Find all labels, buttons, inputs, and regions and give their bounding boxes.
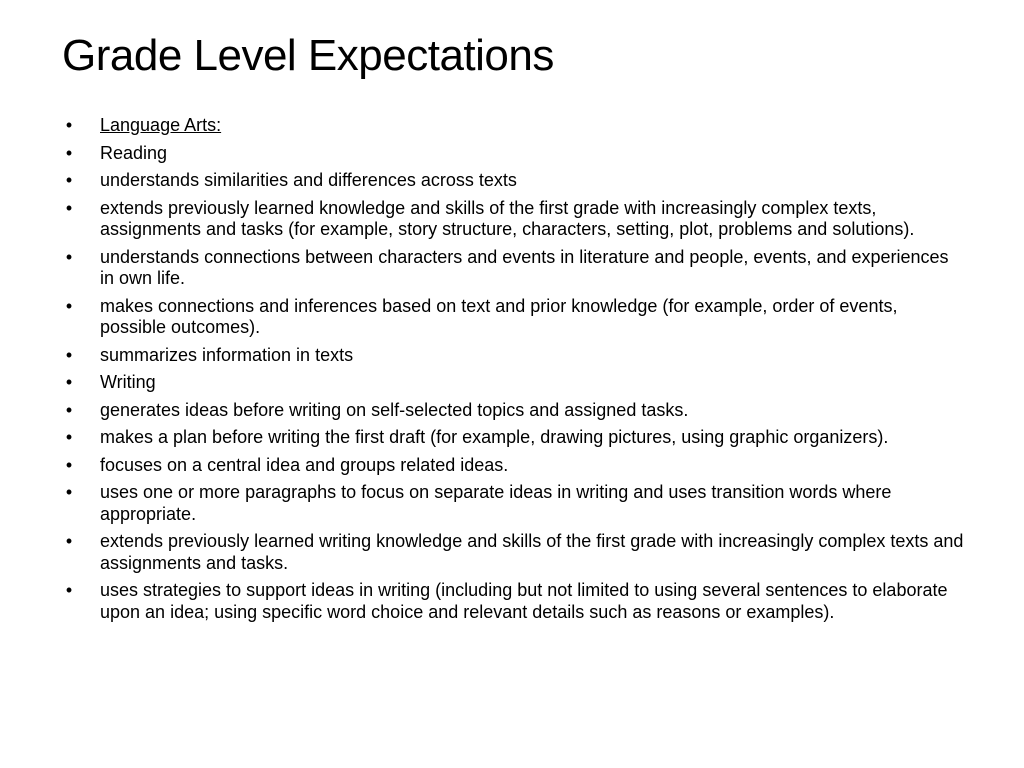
slide-title: Grade Level Expectations <box>62 31 554 80</box>
bullet-dot-icon: • <box>65 170 73 190</box>
section-heading: Language Arts: <box>100 115 222 135</box>
bullet-item <box>62 580 967 623</box>
bullet-item <box>62 296 967 339</box>
bullet-text: uses strategies to support ideas in writing (including but not limited to using several sentences to elaborate upon an idea; using specific word choice and relevant details such as reasons or examples). <box>100 580 948 622</box>
bullet-text: makes connections and inferences based on text and prior knowledge (for example, order of events, possible outcomes). <box>100 295 898 337</box>
bullet-text: Reading <box>100 142 168 163</box>
bullet-text: understands connections between characters and events in literature and people, events, and experiences in own life. <box>100 246 949 288</box>
bullet-item <box>62 531 967 574</box>
bullet-text: Writing <box>100 372 156 392</box>
bullet-dot-icon: • <box>65 580 73 600</box>
bullet-dot-icon: • <box>65 372 73 392</box>
bullet-item <box>62 170 967 192</box>
bullet-text: uses one or more paragraphs to focus on separate ideas in writing and uses transition words where appropriate. <box>100 482 892 524</box>
bullet-dot-icon: • <box>65 531 73 551</box>
bullet-item <box>62 482 967 525</box>
bullet-item <box>62 345 967 367</box>
bullet-text: makes a plan before writing the first draft (for example, drawing pictures, using graphic organizers). <box>100 427 889 447</box>
bullet-dot-icon: • <box>65 142 73 163</box>
bullet-text: summarizes information in texts <box>100 344 354 365</box>
bullet-item <box>62 247 967 290</box>
bullet-text: extends previously learned writing knowledge and skills of the first grade with increasingly complex texts and assignments and tasks. <box>100 531 964 573</box>
bullet-dot-icon: • <box>65 246 73 267</box>
bullet-item <box>62 372 967 394</box>
bullet-dot-icon: • <box>65 399 73 420</box>
bullet-item <box>62 198 967 241</box>
bullet-list <box>62 115 967 629</box>
bullet-dot-icon: • <box>65 115 73 135</box>
bullet-text: focuses on a central idea and groups related ideas. <box>100 454 509 475</box>
bullet-item <box>62 400 967 422</box>
bullet-item <box>62 143 967 165</box>
bullet-text: understands similarities and differences across texts <box>100 170 517 190</box>
bullet-dot-icon: • <box>65 295 73 316</box>
bullet-dot-icon: • <box>65 454 73 475</box>
bullet-item <box>62 427 967 449</box>
bullet-dot-icon: • <box>65 427 73 447</box>
bullet-dot-icon: • <box>65 344 73 365</box>
bullet-text: generates ideas before writing on self-selected topics and assigned tasks. <box>100 399 689 420</box>
bullet-item <box>62 455 967 477</box>
bullet-item <box>62 115 967 137</box>
bullet-dot-icon: • <box>65 482 73 502</box>
bullet-text: extends previously learned knowledge and skills of the first grade with increasingly complex texts, assignments and tasks (for example, story structure, characters, setting, plot, problems and solutions). <box>100 197 915 239</box>
bullet-dot-icon: • <box>65 197 73 218</box>
